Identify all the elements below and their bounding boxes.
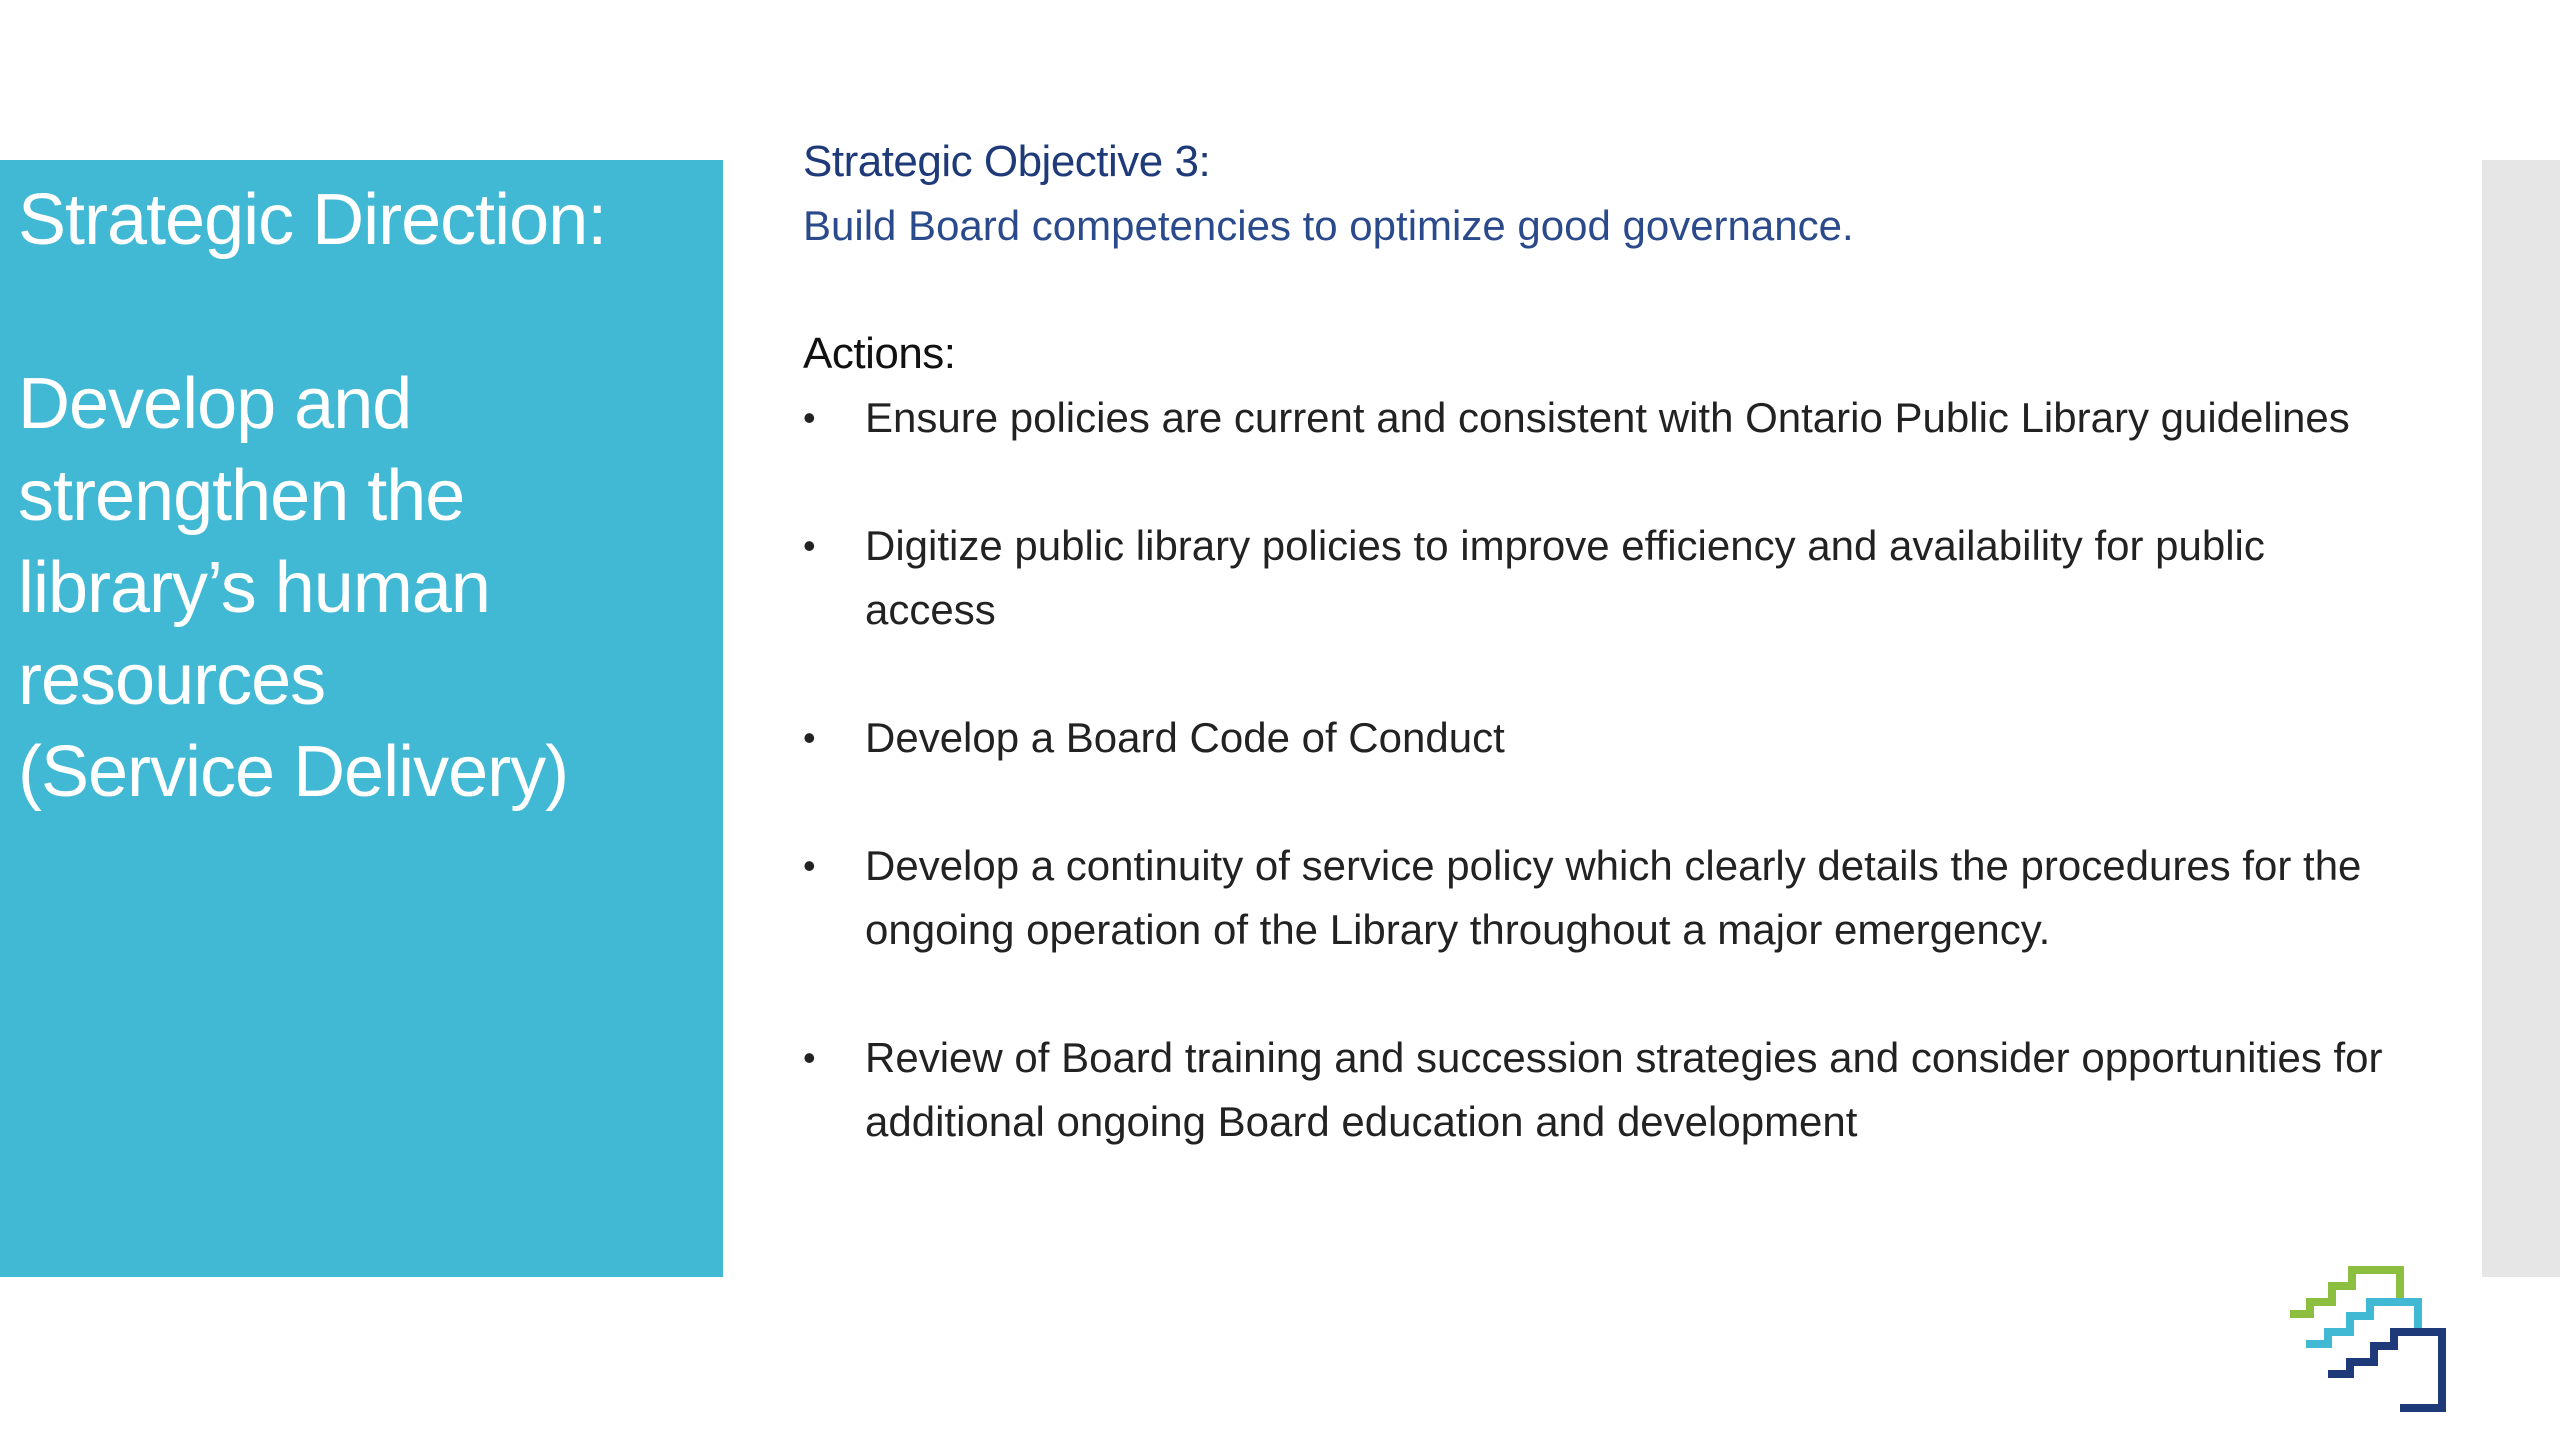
- action-item: [803, 1026, 2403, 1154]
- objective-label: Strategic Objective 3:: [803, 137, 1211, 186]
- bullet-icon: •: [803, 397, 816, 438]
- action-text: Develop a Board Code of Conduct: [865, 714, 1505, 761]
- action-item: [803, 706, 2403, 770]
- objective-content: [803, 130, 2403, 1218]
- logo-green-stroke: [2290, 1270, 2400, 1314]
- action-text: Review of Board training and succession strategies and consider opportunities for additional ongoing Board education and development: [865, 1034, 2383, 1145]
- action-item: [803, 834, 2403, 962]
- bullet-icon: •: [803, 1037, 816, 1078]
- library-logo-icon: [2288, 1262, 2448, 1412]
- action-item: [803, 514, 2403, 642]
- actions-label: Actions:: [803, 329, 956, 378]
- strategic-direction-text: Develop and strengthen the library’s human resources (Service Delivery): [18, 364, 569, 812]
- bullet-icon: •: [803, 845, 816, 886]
- objective-text: Build Board competencies to optimize good governance.: [803, 202, 1854, 249]
- right-side-strip: [2482, 160, 2560, 1277]
- logo-teal-stroke: [2306, 1302, 2418, 1344]
- bullet-icon: •: [803, 525, 816, 566]
- action-text: Develop a continuity of service policy which clearly details the procedures for the ongoing operation of the Library throughout a major emergency.: [865, 842, 2362, 953]
- action-text: Digitize public library policies to improve efficiency and availability for public access: [865, 522, 2265, 633]
- action-item: [803, 386, 2403, 450]
- action-list: [803, 386, 2403, 1154]
- logo-navy-stroke: [2328, 1332, 2442, 1408]
- bullet-icon: •: [803, 717, 816, 758]
- strategic-direction-title: Strategic Direction:: [18, 180, 607, 260]
- action-text: Ensure policies are current and consistent with Ontario Public Library guidelines: [865, 394, 2350, 441]
